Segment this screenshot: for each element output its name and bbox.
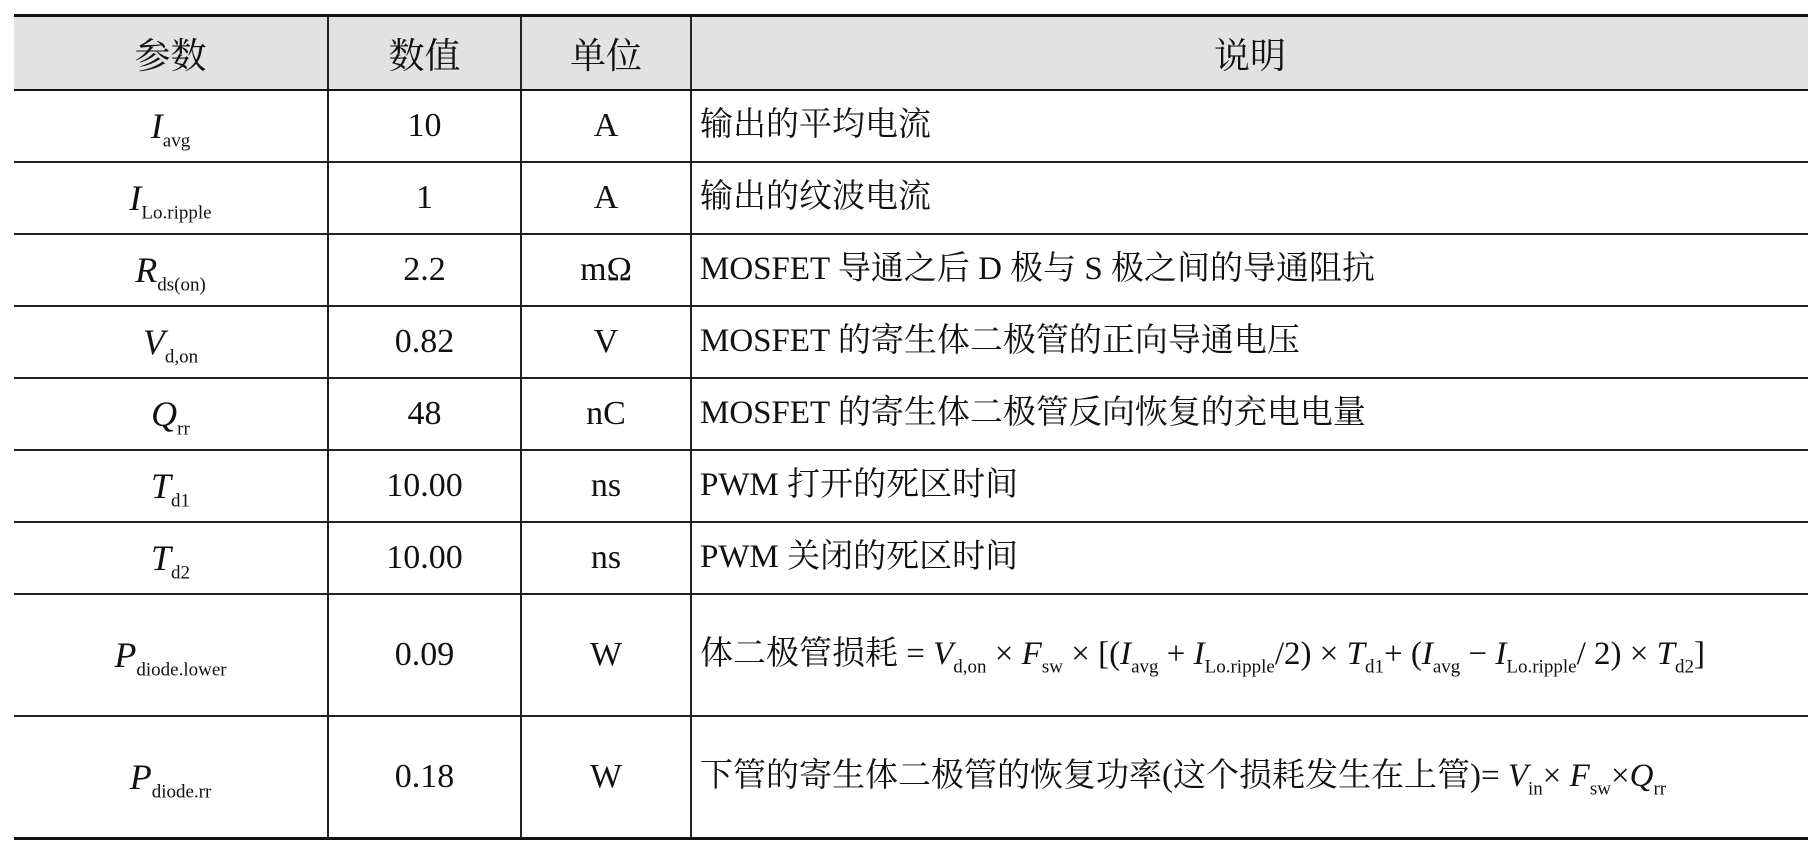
desc-cell: 输出的纹波电流 (691, 162, 1808, 234)
unit-cell: mΩ (521, 234, 691, 306)
formula-sub: sw (1589, 778, 1611, 800)
table-row (14, 716, 1808, 838)
formula-sub: Lo.ripple (1204, 656, 1275, 678)
value-cell: 0.82 (328, 306, 521, 378)
table-row (14, 450, 1808, 522)
param-cell (14, 716, 328, 838)
formula-var: T (1656, 636, 1675, 673)
desc-cell: MOSFET 的寄生体二极管反向恢复的充电电量 (691, 378, 1808, 450)
formula-op: + ( (1383, 636, 1422, 673)
formula-var: V (933, 636, 954, 673)
param-symbol: P (114, 635, 137, 675)
value-cell: 1 (328, 162, 521, 234)
desc-cell: PWM 打开的死区时间 (691, 450, 1808, 522)
formula-var: I (1495, 636, 1507, 673)
formula-sub: d,on (953, 656, 987, 678)
formula-diode-rr (691, 716, 1808, 838)
param-symbol: T (150, 466, 172, 506)
param-subscript: d,on (164, 346, 199, 368)
header-unit: 单位 (521, 16, 691, 91)
header-value: 数值 (328, 16, 521, 91)
formula-op: ] (1693, 636, 1705, 673)
param-subscript: diode.rr (151, 781, 212, 803)
header-param: 参数 (14, 16, 328, 91)
table-row (14, 378, 1808, 450)
param-symbol: P (129, 756, 152, 797)
table-row (14, 306, 1808, 378)
param-symbol: Q (151, 394, 178, 434)
table-row (14, 522, 1808, 594)
parameter-table (14, 14, 1808, 840)
formula-sub: sw (1041, 656, 1063, 678)
formula-var: F (1569, 757, 1590, 794)
formula-text: 下管的寄生体二极管的恢复功率(这个损耗发生在上管)= (700, 757, 1508, 794)
table-row (14, 90, 1808, 162)
formula-var: F (1021, 636, 1042, 673)
param-subscript: d1 (171, 490, 191, 512)
formula-var: T (1346, 636, 1365, 673)
formula-sub: rr (1653, 778, 1667, 800)
value-cell: 0.09 (328, 594, 521, 716)
formula-var: I (1193, 636, 1205, 673)
table-row (14, 594, 1808, 716)
table-row (14, 162, 1808, 234)
formula-diode-lower (691, 594, 1808, 716)
param-subscript: avg (162, 130, 191, 152)
formula-var: I (1120, 636, 1132, 673)
unit-cell: ns (521, 522, 691, 594)
unit-cell: V (521, 306, 691, 378)
param-cell (14, 378, 328, 450)
desc-cell: MOSFET 的寄生体二极管的正向导通电压 (691, 306, 1808, 378)
unit-cell: ns (521, 450, 691, 522)
formula-sub: in (1528, 778, 1543, 800)
formula-sub: d2 (1674, 656, 1694, 678)
formula-sub: d1 (1364, 656, 1384, 678)
formula-var: I (1421, 636, 1433, 673)
desc-cell: PWM 关闭的死区时间 (691, 522, 1808, 594)
param-subscript: diode.lower (136, 659, 227, 681)
param-cell (14, 522, 328, 594)
formula-op: × (1610, 757, 1630, 794)
param-symbol: R (135, 250, 158, 290)
param-cell (14, 594, 328, 716)
formula-var: V (1507, 757, 1529, 794)
unit-cell: A (521, 90, 691, 162)
value-cell: 48 (328, 378, 521, 450)
formula-op: × (1542, 757, 1570, 794)
header-desc: 说明 (691, 16, 1808, 91)
formula-sub: Lo.ripple (1506, 656, 1577, 678)
param-cell (14, 90, 328, 162)
param-subscript: d2 (171, 562, 191, 584)
formula-op: / 2) × (1576, 636, 1657, 673)
formula-op: − (1460, 636, 1496, 673)
param-symbol: V (142, 322, 165, 362)
param-cell (14, 306, 328, 378)
formula-op: × (986, 636, 1022, 673)
value-cell: 2.2 (328, 234, 521, 306)
header-row (14, 16, 1808, 91)
formula-op: × [( (1062, 636, 1121, 673)
table-row (14, 234, 1808, 306)
formula-op: + (1158, 636, 1194, 673)
value-cell: 10.00 (328, 522, 521, 594)
unit-cell: W (521, 594, 691, 716)
value-cell: 10.00 (328, 450, 521, 522)
formula-sub: avg (1131, 656, 1159, 678)
param-cell (14, 450, 328, 522)
formula-sub: avg (1432, 656, 1461, 678)
unit-cell: A (521, 162, 691, 234)
value-cell: 0.18 (328, 716, 521, 838)
param-symbol: T (150, 538, 172, 578)
desc-cell: MOSFET 导通之后 D 极与 S 极之间的导通阻抗 (691, 234, 1808, 306)
value-cell: 10 (328, 90, 521, 162)
formula-var: Q (1629, 757, 1654, 794)
param-subscript: Lo.ripple (141, 202, 212, 224)
desc-cell: 输出的平均电流 (691, 90, 1808, 162)
formula-text: 体二极管损耗 = (700, 636, 934, 673)
param-subscript: rr (177, 418, 190, 440)
param-symbol: I (150, 106, 163, 146)
formula-op: /2) × (1274, 636, 1347, 673)
param-cell (14, 162, 328, 234)
unit-cell: nC (521, 378, 691, 450)
param-symbol: I (129, 178, 142, 218)
param-subscript: ds(on) (157, 274, 206, 296)
param-cell (14, 234, 328, 306)
unit-cell: W (521, 716, 691, 838)
